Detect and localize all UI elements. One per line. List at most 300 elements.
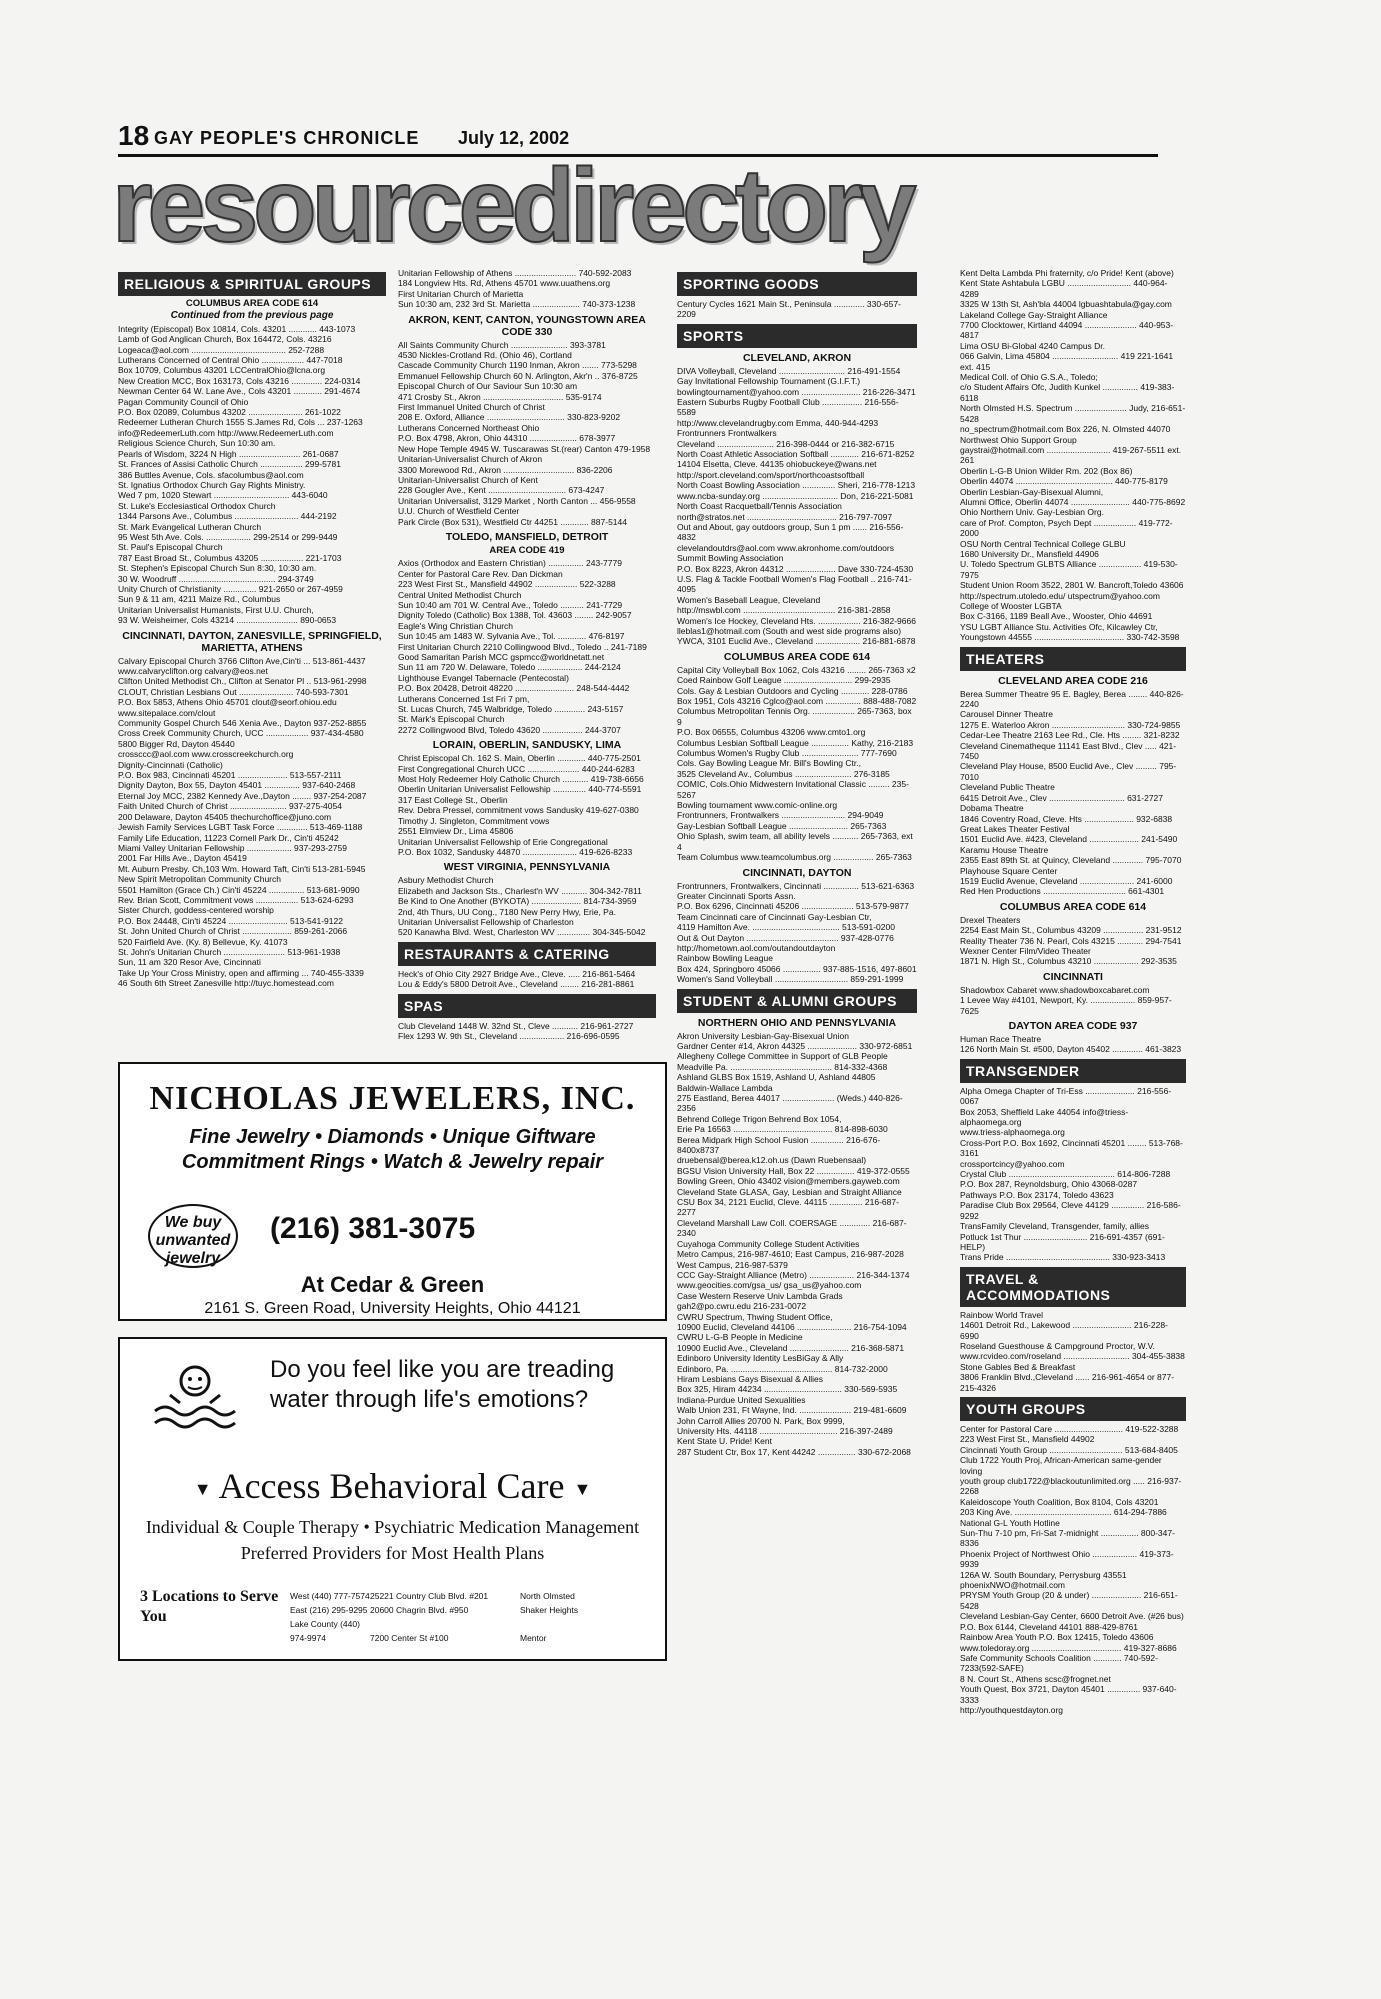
directory-entry: St. John's Unitarian Church .......................... 513-961-1938 bbox=[118, 946, 341, 957]
directory-entry: St. Paul's Episcopal Church bbox=[118, 542, 223, 553]
directory-entry: Elizabeth and Jackson Sts., Charlest'n WV ........... 304-342-7811 bbox=[398, 885, 642, 896]
directory-entry: BGSU Vision University Hall, Box 22 ................ 419-372-0555 bbox=[677, 1165, 910, 1176]
directory-entry: College of Wooster LGBTA bbox=[960, 601, 1062, 611]
directory-entry: 386 Buttles Avenue, Cols. sfacolumbus@aol.com bbox=[118, 469, 304, 480]
page-number: 18 bbox=[118, 120, 150, 151]
directory-entry: First Congregational Church UCC ...................... 440-244-6283 bbox=[398, 763, 635, 774]
directory-entry: First Immanuel United Church of Christ bbox=[398, 402, 545, 413]
directory-entry: P.O. Box 287, Reynoldsburg, Ohio 43068-0287 bbox=[960, 1179, 1138, 1190]
continued-note: Continued from the previous page bbox=[170, 310, 334, 322]
directory-entry: 46 South 6th Street Zanesville http://tuyc.homestead.com bbox=[118, 978, 334, 989]
entry-list bbox=[398, 875, 656, 937]
directory-entry: Drexel Theaters bbox=[960, 914, 1021, 925]
directory-entry: Unitarian Fellowship of Athens .......................... 740-592-2083 bbox=[398, 268, 632, 278]
directory-entry: YWCA, 3101 Euclid Ave., Cleveland ................... 216-881-6878 bbox=[677, 636, 916, 647]
location-addr: 20600 Chagrin Blvd. #950 bbox=[370, 1605, 469, 1615]
directory-entry: John Carroll Allies 20700 N. Park, Box 9999, bbox=[677, 1415, 845, 1426]
city-heading: CLEVELAND AREA CODE 216 bbox=[998, 674, 1148, 687]
column-3 bbox=[677, 268, 917, 1968]
directory-entry: www.toledoray.org ...................................... 419-327-8686 bbox=[960, 1642, 1177, 1653]
directory-entry: Logeaca@aol.com ........................................ 252-7288 bbox=[118, 344, 325, 355]
directory-entry: Carousel Dinner Theatre bbox=[960, 709, 1053, 720]
directory-entry: 2551 Elmview Dr., Lima 45806 bbox=[398, 826, 514, 837]
directory-entry: 14601 Detroit Rd., Lakewood ......................... 216-228-6990 bbox=[960, 1320, 1168, 1341]
directory-entry: St. Ignatius Orthodox Church Gay Rights Ministry. bbox=[118, 479, 306, 490]
directory-entry: Box 2053, Sheffield Lake 44054 info@triess-alphaomega.org bbox=[960, 1106, 1129, 1128]
directory-entry: Cascade Community Church 1190 Inman, Akron ....... 773-5298 bbox=[398, 360, 637, 371]
ad-tagline-1: Fine Jewelry • Diamonds • Unique Giftware bbox=[189, 1126, 596, 1148]
location-area: West (440) 777-7574 bbox=[290, 1591, 370, 1601]
directory-entry: Cleveland Public Theatre bbox=[960, 782, 1055, 793]
directory-entry: Cross-Port P.O. Box 1692, Cincinnati 45201 ........ 513-768-3161 bbox=[960, 1137, 1183, 1159]
location-row bbox=[290, 1589, 620, 1603]
directory-entry: CCC Gay-Straight Alliance (Metro) ................... 216-344-1374 bbox=[677, 1269, 910, 1280]
directory-entry: Sun 10:40 am 701 W. Central Ave., Toledo .......... 241-7729 bbox=[398, 599, 623, 610]
directory-entry: Great Lakes Theater Festival bbox=[960, 823, 1070, 834]
directory-entry: 5501 Hamilton (Grace Ch.) Cin'ti 45224 ............... 513-681-9090 bbox=[118, 884, 360, 895]
city-heading: DAYTON AREA CODE 937 bbox=[1008, 1020, 1138, 1032]
directory-entry: 200 Delaware, Dayton 45405 thechurchoffice@juno.com bbox=[118, 811, 332, 822]
directory-entry: St. Mark Evangelical Lutheran Church bbox=[118, 521, 262, 532]
directory-entry: 1846 Coventry Road, Cleve. Hts ..................... 932-6838 bbox=[960, 813, 1173, 824]
directory-entry: 6415 Detroit Ave., Clev ................................ 631-2727 bbox=[960, 792, 1163, 803]
directory-entry: Out & Out Dayton ....................................... 937-428-0776 bbox=[677, 932, 894, 943]
directory-entry: Roseland Guesthouse & Campground Proctor, W.V. bbox=[960, 1340, 1155, 1351]
directory-entry: 471 Crosby St., Akron .................................. 535-9174 bbox=[398, 391, 602, 402]
directory-entry: Unitarian Universalist, 3129 Market , North Canton ... 456-9558 bbox=[398, 495, 636, 506]
directory-entry: www.sitepalace.com/clout bbox=[118, 707, 216, 718]
directory-entry: Timothy J. Singleton, Commitment vows bbox=[398, 815, 550, 826]
directory-entry: Unitarian-Universalist Church of Kent bbox=[398, 474, 538, 485]
directory-entry: P.O. Box 983, Cincinnati 45201 ..................... 513-557-2111 bbox=[118, 770, 342, 781]
directory-entry: P.O. Box 8223, Akron 44312 ..................... Dave 330-724-4530 bbox=[677, 563, 914, 574]
directory-entry: New Spirit Metropolitan Community Church bbox=[118, 874, 281, 885]
location-area: Lake County (440) 974-9974 bbox=[290, 1619, 360, 1643]
directory-entry: Cleveland ........................ 216-398-0444 or 216-382-6715 bbox=[677, 438, 895, 449]
entry-list bbox=[398, 558, 656, 735]
directory-entry: OSU North Central Technical College GLBU bbox=[960, 538, 1126, 549]
directory-entry: Lima OSU Bi-Global 4240 Campus Dr. bbox=[960, 340, 1106, 351]
directory-entry: Karamu House Theatre bbox=[960, 844, 1049, 855]
directory-entry: St. Stephen's Episcopal Church Sun 8:30, 10:30 am. bbox=[118, 563, 317, 574]
directory-entry: Playhouse Square Center bbox=[960, 865, 1058, 876]
directory-entry: Columbus Women's Rugby Club ........................ 777-7690 bbox=[677, 748, 897, 759]
directory-entry: Box 1951, Cols 43216 Cglco@aol.com ............... 888-488-7082 bbox=[677, 696, 917, 706]
directory-entry: Capital City Volleyball Box 1062, Cols 43216 ........ 265-7363 x2 bbox=[677, 664, 916, 675]
directory-entry: P.O. Box 5853, Athens Ohio 45701 clout@seorf.ohiou.edu bbox=[118, 697, 337, 708]
directory-entry: North Olmsted H.S. Spectrum ...................... Judy, 216-651-5428 bbox=[960, 403, 1186, 424]
directory-entry: Family Life Education, 11223 Cornell Park Dr., Cin'ti 45242 bbox=[118, 832, 339, 843]
ad-brand bbox=[120, 1465, 665, 1507]
directory-entry: COMIC, Cols.Ohio Midwestern Invitational Classic ......... 235-5267 bbox=[677, 779, 909, 800]
directory-entry: Rainbow World Travel bbox=[960, 1309, 1043, 1320]
directory-entry: Club 1722 Youth Proj, African-American same-gender loving bbox=[960, 1455, 1162, 1476]
directory-entry: Calvary Episcopal Church 3766 Clifton Ave,Cin'ti ... 513-861-4437 bbox=[118, 655, 366, 666]
directory-entry: Religious Science Church, Sun 10:30 am. bbox=[118, 438, 276, 449]
entry-list bbox=[960, 689, 1186, 897]
directory-entry: 4119 Hamilton Ave. ..................................... 513-591-0200 bbox=[677, 922, 895, 933]
directory-entry: 2272 Collingwood Blvd, Toledo 43620 ................. 244-3707 bbox=[398, 724, 621, 735]
nicholas-jewelers-ad bbox=[118, 1062, 667, 1321]
directory-entry: 3806 Franklin Blvd.,Cleveland ...... 216-961-4654 or 877-215-4326 bbox=[960, 1372, 1175, 1393]
directory-entry: 228 Gougler Ave., Kent ................................. 673-4247 bbox=[398, 485, 605, 496]
ad-services: Individual & Couple Therapy • Psychiatric Medication Management bbox=[145, 1517, 640, 1537]
directory-entry: gah2@po.cwru.edu 216-231-0072 bbox=[677, 1301, 807, 1312]
directory-entry: Pathways P.O. Box 23174, Toledo 43623 bbox=[960, 1189, 1114, 1200]
directory-entry: Youth Quest, Box 3721, Dayton 45401 .............. 937-640-3333 bbox=[960, 1684, 1177, 1705]
directory-entry: Gardner Center #14, Akron 44325 ..................... 330-972-6851 bbox=[677, 1040, 913, 1051]
directory-entry: www.triess-alphaomega.org bbox=[960, 1127, 1065, 1138]
directory-entry: Lutherans Concerned Northeast Ohio bbox=[398, 422, 540, 433]
directory-entry: Erie Pa 16563 .......................................... 814-898-6030 bbox=[677, 1124, 888, 1135]
directory-entry: Walb Union 231, Ft Wayne, Ind. ...................... 219-481-6609 bbox=[677, 1405, 907, 1416]
directory-entry: http://www.clevelandrugby.com Emma, 440-944-4293 bbox=[677, 417, 879, 428]
entry-list bbox=[677, 299, 917, 320]
directory-entry: Mt. Auburn Presby. Ch,103 Wm. Howard Taft, Cin'ti 513-281-5945 bbox=[118, 863, 366, 874]
directory-entry: Axios (Orthodox and Eastern Christian) ............... 243-7779 bbox=[398, 558, 622, 569]
directory-entry: Eastern Suburbs Rugby Football Club ................. 216-556-5589 bbox=[677, 397, 899, 418]
directory-entry: Jewish Family Services LGBT Task Force ............. 513-469-1188 bbox=[118, 822, 363, 833]
directory-entry: CLOUT, Christian Lesbians Out ....................... 740-593-7301 bbox=[118, 686, 349, 697]
entry-list bbox=[398, 268, 656, 310]
directory-entry: St. Frances of Assisi Catholic Church .................. 299-5781 bbox=[118, 459, 341, 470]
directory-entry: 223 West First St., Mansfield 44902 .................. 522-3288 bbox=[398, 579, 616, 590]
city-heading: WEST VIRGINIA, PENNSYLVANIA bbox=[443, 861, 611, 874]
directory-entry: Most Holy Redeemer Holy Catholic Church ........... 419-738-6656 bbox=[398, 774, 644, 785]
directory-entry: P.O. Box 02089, Columbus 43202 ....................... 261-1022 bbox=[118, 407, 341, 418]
directory-entry: Heck's of Ohio City 2927 Bridge Ave., Cleve. ..... 216-861-5464 bbox=[398, 968, 636, 979]
city-heading: CINCINNATI bbox=[1043, 970, 1103, 983]
directory-entry: Dignity Toledo (Catholic) Box 1388, Tol. 43603 ........ 242-9057 bbox=[398, 610, 632, 621]
directory-entry: Sister Church, goddess-centered worship bbox=[118, 905, 274, 916]
directory-entry: Oberlin Lesbian-Gay-Bisexual Alumni, bbox=[960, 486, 1104, 497]
directory-entry: Good Samaritan Parish MCC gspmcc@worldnetatt.net bbox=[398, 652, 605, 662]
city-heading: COLUMBUS AREA CODE 614 bbox=[723, 650, 871, 663]
directory-entry: Community Gospel Church 546 Xenia Ave., Dayton 937-252-8855 bbox=[118, 718, 367, 729]
directory-entry: Center for Pastoral Care Rev. Dan Dickman bbox=[398, 568, 563, 579]
directory-entry: Alumni Office, Oberlin 44074 ......................... 440-775-8692 bbox=[960, 496, 1186, 507]
directory-entry: c/o Student Affairs Ofc, Judith Kunkel ............... 419-383-6118 bbox=[960, 382, 1175, 403]
directory-entry: Rev. Brian Scott, Commitment vows .................. 513-624-6293 bbox=[118, 894, 354, 905]
directory-entry: St. John United Church of Christ ..................... 859-261-2066 bbox=[118, 926, 348, 937]
directory-entry: Newman Center 64 W. Lane Ave., Cols 43201 ............ 291-4674 bbox=[118, 386, 361, 397]
directory-entry: Central United Methodist Church bbox=[398, 589, 522, 600]
directory-entry: 4530 Nickles-Crotland Rd. (Ohio 46), Cortland bbox=[398, 350, 572, 361]
directory-entry: Hiram Lesbians Gays Bisexual & Allies bbox=[677, 1373, 823, 1384]
directory-entry: 2355 East 89th St. at Quincy, Cleveland ............. 795-7070 bbox=[960, 855, 1182, 866]
ad-phone: (216) 381-3075 bbox=[270, 1212, 476, 1245]
directory-entry: Student Union Room 3522, 2801 W. Bancroft,Toledo 43606 bbox=[960, 580, 1184, 591]
directory-entry: Meadville Pa. ........................................... 814-332-4368 bbox=[677, 1061, 888, 1072]
column-4 bbox=[960, 268, 1186, 1968]
directory-entry: Cleveland State GLASA, Gay, Lesbian and Straight Alliance bbox=[677, 1186, 902, 1197]
directory-entry: Northwest Ohio Support Group bbox=[960, 434, 1077, 445]
directory-entry: Columbus Metropolitan Tennis Org. .................. 265-7363, box 9 bbox=[677, 706, 912, 727]
directory-entry: Paradise Club Box 29564, Cleve 44129 .............. 216-586-9292 bbox=[960, 1200, 1181, 1221]
directory-entry: Sun-Thu 7-10 pm, Fri-Sat 7-midnight ................ 800-347-8336 bbox=[960, 1528, 1175, 1549]
city-heading: CINCINNATI, DAYTON bbox=[742, 866, 852, 879]
directory-entry: druebensal@berea.k12.oh.us (Dawn Ruebensaal) bbox=[677, 1155, 867, 1166]
directory-entry: 126 North Main St. #500, Dayton 45402 ............. 461-3823 bbox=[960, 1044, 1182, 1055]
directory-entry: Center for Pastoral Care ............................. 419-522-3288 bbox=[960, 1423, 1179, 1434]
directory-entry: Sun, 11 am 320 Resor Ave, Cincinnati bbox=[118, 957, 261, 968]
directory-entry: Coed Rainbow Golf League ............................. 299-2935 bbox=[677, 675, 891, 686]
directory-entry: Clifton United Methodist Ch., Clifton at Senator Pl .. 513-961-2998 bbox=[118, 676, 367, 687]
directory-entry: Berea Summer Theatre 95 E. Bagley, Berea ........ 440-826-2240 bbox=[960, 688, 1184, 710]
directory-entry: CWRU Spectrum, Thwing Student Office, bbox=[677, 1311, 833, 1322]
directory-entry: 14104 Elsetta, Cleve. 44135 ohiobuckeye@wans.net bbox=[677, 459, 877, 470]
directory-entry: 95 West 5th Ave. Cols. ................... 299-2514 or 299-9449 bbox=[118, 531, 338, 542]
entry-list bbox=[677, 881, 917, 985]
directory-entry: Faith United Church of Christ ........................ 937-275-4054 bbox=[118, 801, 342, 812]
directory-entry: lleblas1@hotmail.com (South and west side programs also) bbox=[677, 625, 902, 636]
directory-entry: Lutherans Concerned 1st Fri 7 pm, bbox=[398, 693, 530, 704]
section-header: SPORTING GOODS bbox=[677, 272, 917, 296]
directory-entry: Edinboro University Identity LesBiGay & Ally bbox=[677, 1353, 844, 1364]
directory-entry: Eternal Joy MCC, 2382 Kennedy Ave.,Dayton ........ 937-254-2087 bbox=[118, 790, 367, 801]
directory-entry: P.O. Box 24448, Cin'ti 45224 ......................... 513-541-9122 bbox=[118, 915, 343, 926]
directory-entry: Cross Creek Community Church, UCC .................. 937-434-4580 bbox=[118, 728, 364, 739]
location-rows bbox=[290, 1589, 620, 1645]
directory-entry: Team Cincinnati care of Cincinnati Gay-Lesbian Ctr, bbox=[677, 911, 872, 922]
directory-entry: 1871 N. High St., Columbus 43210 ................... 292-3535 bbox=[960, 956, 1177, 967]
directory-entry: Dobama Theatre bbox=[960, 803, 1024, 814]
directory-entry: 223 West First St., Mansfield 44902 bbox=[960, 1434, 1095, 1445]
directory-entry: Team Columbus www.teamcolumbus.org ................. 265-7363 bbox=[677, 852, 912, 863]
directory-entry: Box 10709, Columbus 43201 LCCentralOhio@lcna.org bbox=[118, 365, 326, 376]
directory-entry: 287 Student Ctr, Box 17, Kent 44242 ................ 330-672-2068 bbox=[677, 1446, 911, 1457]
directory-entry: 2001 Far Hills Ave., Dayton 45419 bbox=[118, 853, 247, 864]
directory-entry: Women's Baseball League, Cleveland bbox=[677, 594, 821, 605]
directory-entry: Sun 10:30 am, 232 3rd St. Marietta .................... 740-373-1238 bbox=[398, 299, 636, 310]
directory-entry: U.S. Flag & Tackle Football Women's Flag Football .. 216-741-4095 bbox=[677, 573, 912, 595]
directory-entry: Dignity-Cincinnati (Catholic) bbox=[118, 759, 223, 770]
directory-entry: New Hope Temple 4945 W. Tuscarawas St.(rear) Canton 479-1958 bbox=[398, 443, 651, 454]
directory-entry: Cols. Gay & Lesbian Outdoors and Cycling ............ 228-0786 bbox=[677, 685, 908, 696]
city-heading: NORTHERN OHIO AND PENNSYLVANIA bbox=[697, 1016, 897, 1029]
directory-entry: Kent Delta Lambda Phi fraternity, c/o Pride! Kent (above) bbox=[960, 268, 1174, 278]
directory-entry: Shadowbox Cabaret www.shadowboxcabaret.com bbox=[960, 984, 1150, 995]
directory-entry: north@stratos.net ...................................... 216-797-7097 bbox=[677, 511, 893, 522]
directory-entry: Pagan Community Council of Ohio bbox=[118, 396, 249, 407]
directory-entry: Akron University Lesbian-Gay-Bisexual Union bbox=[677, 1030, 849, 1041]
directory-entry: Crystal Club ............................................. 614-806-7288 bbox=[960, 1169, 1171, 1180]
directory-entry: Century Cycles 1621 Main St., Peninsula ............. 330-657-2209 bbox=[677, 299, 901, 320]
directory-entry: Alpha Omega Chapter of Tri-Ess ..................... 216-556-0067 bbox=[960, 1085, 1172, 1107]
directory-entry: Be Kind to One Another (BYKOTA) ..................... 814-734-3959 bbox=[398, 896, 637, 907]
directory-entry: bowlingtournament@yahoo.com ......................... 216-226-3471 bbox=[677, 386, 916, 397]
directory-entry: Lakeland College Gay-Straight Alliance bbox=[960, 309, 1108, 320]
directory-entry: 126A W. South Boundary, Perrysburg 43551 bbox=[960, 1569, 1127, 1580]
directory-entry: Women's Sand Volleyball ............................... 859-291-1999 bbox=[677, 974, 904, 985]
directory-entry: 317 East College St., Oberlin bbox=[398, 794, 508, 805]
section-header: STUDENT & ALUMNI GROUPS bbox=[677, 989, 917, 1013]
ad-preferred: Preferred Providers for Most Health Plans bbox=[240, 1543, 545, 1563]
section-header: SPAS bbox=[398, 994, 656, 1018]
directory-entry: 520 Kanawha Blvd. West, Charleston WV .............. 304-345-5042 bbox=[398, 927, 646, 938]
directory-entry: Case Western Reserve Univ Lambda Grads bbox=[677, 1290, 843, 1301]
directory-entry: TransFamily Cleveland, Transgender, family, allies bbox=[960, 1221, 1149, 1232]
directory-entry: Dignity Dayton, Box 55, Dayton 45401 ............... 937-640-2468 bbox=[118, 780, 356, 791]
directory-entry: youth group club1722@blackoutunlimited.org ..... 216-937-2268 bbox=[960, 1476, 1182, 1497]
directory-entry: Rainbow Bowling League bbox=[677, 953, 773, 964]
directory-entry: 066 Galvin, Lima 45804 ............................ 419 221-1641 ext. 415 bbox=[960, 351, 1174, 372]
location-addr: 25221 Country Club Blvd. #201 bbox=[370, 1591, 489, 1601]
directory-entry: Edinboro, Pa. ........................................... 814-732-2000 bbox=[677, 1363, 888, 1374]
directory-entry: 8 N. Court St., Athens scsc@frognet.net bbox=[960, 1673, 1111, 1684]
directory-entry: Oberlin 44074 ......................................... 440-775-8179 bbox=[960, 476, 1168, 487]
directory-entry: West Campus, 216-987-5379 bbox=[677, 1259, 788, 1270]
directory-entry: Unity Church of Christianity .............. 921-2650 or 267-4959 bbox=[118, 583, 343, 594]
directory-entry: www.ncba-sunday.org ................................ Don, 216-221-5081 bbox=[677, 490, 914, 501]
directory-entry: Frontrunners, Frontwalkers, Cincinnati ............... 513-621-6363 bbox=[677, 880, 915, 891]
directory-entry: U. Toledo Spectrum GLBTS Alliance .................. 419-530-7975 bbox=[960, 559, 1178, 580]
entry-list bbox=[118, 324, 386, 626]
entry-list bbox=[960, 1424, 1186, 1715]
directory-entry: First Unitarian Church of Marietta bbox=[398, 288, 524, 299]
directory-entry: 1501 Euclid Ave. #423, Cleveland ..................... 241-5490 bbox=[960, 834, 1178, 845]
directory-entry: phoenixNWO@hotmail.com bbox=[960, 1580, 1065, 1591]
directory-entry: Sun 9 & 11 am, 4211 Maize Rd., Columbus bbox=[118, 594, 281, 605]
directory-entry: Bowling Green, Ohio 43402 vision@members.gayweb.com bbox=[677, 1176, 900, 1187]
directory-entry: Reality Theater 736 N. Pearl, Cols 43215 ........... 294-7541 bbox=[960, 935, 1182, 946]
directory-entry: http://hometown.aol.com/outandoutdayton bbox=[677, 942, 836, 953]
directory-entry: P.O. Box 6144, Cleveland 44101 888-429-8761 bbox=[960, 1621, 1139, 1632]
directory-entry: http://mswbl.com ....................................... 216-381-2858 bbox=[677, 605, 891, 616]
directory-entry: Oberlin Unitarian Universalist Fellowship .............. 440-774-5591 bbox=[398, 784, 642, 795]
directory-entry: Human Race Theatre bbox=[960, 1034, 1042, 1044]
directory-entry: Metro Campus, 216-987-4610; East Campus, 216-987-2028 bbox=[677, 1249, 904, 1260]
directory-entry: Kent State Ashtabula LGBU ........................... 440-964-4289 bbox=[960, 278, 1168, 299]
directory-entry: P.O. Box 6296, Cincinnati 45206 ...................... 513-579-9877 bbox=[677, 901, 909, 912]
directory-entry: Gay Invitational Fellowship Tournament (G.I.F.T.) bbox=[677, 376, 861, 387]
directory-entry: Bowling tournament www.comic-online.org bbox=[677, 800, 838, 811]
directory-entry: U.U. Church of Westfield Center bbox=[398, 506, 520, 517]
ad-address: 2161 S. Green Road, University Heights, Ohio 44121 bbox=[204, 1300, 581, 1317]
directory-entry: Summit Bowling Association bbox=[677, 553, 784, 564]
directory-entry: North Coast Bowling Association .............. Sheri, 216-778-1213 bbox=[677, 480, 916, 491]
directory-entry: Greater Cincinnati Sports Assn. bbox=[677, 890, 796, 901]
directory-entry: info@RedeemerLuth.com http://www.RedeemerLuth.com bbox=[118, 427, 334, 438]
directory-entry: CSU Box 34, 2121 Euclid, Cleve. 44115 .............. 216-687-2277 bbox=[677, 1197, 899, 1218]
directory-entry: crossportcincy@yahoo.com bbox=[960, 1158, 1065, 1169]
we-buy-badge: We buy unwanted jewelry bbox=[148, 1204, 238, 1268]
directory-entry: Ohio Splash, swim team, all ability levels ........... 265-7363, ext 4 bbox=[677, 831, 913, 852]
directory-entry: 1275 E. Waterloo Akron ............................... 330-724-9855 bbox=[960, 719, 1181, 730]
ad-business-name: NICHOLAS JEWELERS, INC. bbox=[149, 1080, 636, 1117]
city-heading: CINCINNATI, DAYTON, ZANESVILLE, SPRINGFIELD, MARIETTA, ATHENS bbox=[122, 629, 382, 654]
directory-entry: Columbus Lesbian Softball League ................ Kathy, 216-2183 bbox=[677, 737, 914, 748]
directory-entry: Miami Valley Unitarian Fellowship ................... 937-293-2759 bbox=[118, 842, 347, 853]
directory-entry: Integrity (Episcopal) Box 10814, Cols. 43201 ............ 443-1073 bbox=[118, 323, 356, 334]
directory-entry: St. Lucas Church, 745 Walbridge, Toledo ............. 243-5157 bbox=[398, 704, 624, 715]
directory-entry: 1519 Euclid Avenue, Cleveland ....................... 241-6000 bbox=[960, 875, 1173, 886]
city-heading: LORAIN, OBERLIN, SANDUSKY, LIMA bbox=[432, 739, 622, 752]
city-heading: AKRON, KENT, CANTON, YOUNGSTOWN AREA CODE 330 bbox=[408, 313, 646, 338]
directory-entry: Box C-3166, 1189 Beall Ave., Wooster, Ohio 44691 bbox=[960, 611, 1153, 622]
entry-list bbox=[118, 656, 386, 989]
directory-entry: Red Hen Productions ................................... 661-4301 bbox=[960, 886, 1165, 897]
directory-entry: Ohio Northern Univ. Gay-Lesbian Org. bbox=[960, 507, 1104, 518]
location-city: North Olmsted bbox=[520, 1591, 575, 1601]
triangle-down-icon: ▼ bbox=[573, 1479, 592, 1500]
directory-entry: New Creation MCC, Box 163173, Cols 43216 ............. 224-0314 bbox=[118, 375, 361, 386]
section-header: YOUTH GROUPS bbox=[960, 1397, 1186, 1421]
entry-list bbox=[677, 366, 917, 647]
directory-entry: Box 424, Springboro 45066 ................ 937-885-1516, 497-8601 bbox=[677, 963, 917, 974]
column-2 bbox=[398, 268, 656, 1168]
directory-entry: www.calvaryclifton.org calvary@eos.net bbox=[118, 666, 268, 676]
directory-entry: Youngstown 44555 ...................................... 330-742-3598 bbox=[960, 632, 1180, 643]
directory-entry: 203 King Ave. ......................................... 614-294-7886 bbox=[960, 1507, 1167, 1518]
directory-entry: St. Luke's Ecclesiastical Orthodox Church bbox=[118, 500, 276, 511]
location-city: Mentor bbox=[520, 1633, 547, 1643]
directory-entry: National G-L Youth Hotline bbox=[960, 1517, 1060, 1528]
directory-entry: Allegheny College Committee in Support of GLB People bbox=[677, 1051, 888, 1062]
directory-entry: 208 E. Oxford, Alliance ................................. 330-823-9202 bbox=[398, 412, 621, 423]
directory-entry: Cols. Gay Bowling League Mr. Bill's Bowling Ctr., bbox=[677, 758, 861, 769]
directory-entry: 3325 W 13th St, Ash'bla 44004 lgbuashtabula@gay.com bbox=[960, 299, 1172, 310]
directory-entry: clevelandoutdrs@aol.com www.akronhome.com/outdoors bbox=[677, 542, 894, 553]
directory-entry: 2nd, 4th Thurs, UU Cong., 7180 New Perry Hwy, Erie, Pa. bbox=[398, 906, 616, 917]
triangle-down-icon: ▼ bbox=[193, 1479, 212, 1500]
directory-entry: Baldwin-Wallace Lambda bbox=[677, 1082, 773, 1093]
directory-entry: Unitarian Universalist Humanists, First U.U. Church, bbox=[118, 604, 314, 615]
directory-entry: Unitarian Universalist Fellowship of Erie Congregational bbox=[398, 836, 608, 847]
resource-directory-banner: resourcedirectory bbox=[112, 148, 912, 264]
directory-entry: http://sport.cleveland.com/sport/northcoastsoftball bbox=[677, 469, 865, 480]
directory-entry: http://spectrum.utoledo.edu/ utspectrum@yahoo.com bbox=[960, 590, 1160, 601]
directory-entry: Trans Pride ............................................ 330-923-3413 bbox=[960, 1252, 1166, 1263]
directory-entry: Oberlin L-G-B Union Wilder Rm. 202 (Box 86) bbox=[960, 465, 1133, 476]
ad-tagline-2: Commitment Rings • Watch & Jewelry repair bbox=[181, 1151, 604, 1173]
directory-entry: Gay-Lesbian Softball League ......................... 265-7363 bbox=[677, 820, 887, 831]
directory-entry: crossccc@aol.com www.crosscreekchurch.org bbox=[118, 749, 294, 760]
directory-entry: Behrend College Trigon Behrend Box 1054, bbox=[677, 1113, 842, 1124]
directory-entry: Take Up Your Cross Ministry, open and affirming ... 740-455-3339 bbox=[118, 967, 364, 978]
directory-entry: Flex 1293 W. 9th St., Cleveland ................... 216-696-0595 bbox=[398, 1030, 620, 1041]
directory-entry: Ashland GLBS Box 1519, Ashland U, Ashland 44805 bbox=[677, 1072, 876, 1083]
directory-entry: gaystrai@hotmail.com ........................... 419-267-5511 ext. 261 bbox=[960, 444, 1182, 466]
directory-entry: 275 Eastland, Berea 44017 ...................... (Weds.) 440-826-2356 bbox=[677, 1093, 903, 1114]
directory-entry: Frontrunners, Frontwalkers ........................... 294-9049 bbox=[677, 810, 884, 821]
directory-entry: 93 W. Weisheimer, Cols 43214 .......................... 890-0653 bbox=[118, 615, 337, 626]
directory-entry: Cleveland Marshall Law Coll. COERSAGE ............. 216-687-2340 bbox=[677, 1217, 907, 1239]
directory-entry: Eagle's Wing Christian Church bbox=[398, 620, 514, 631]
directory-entry: 184 Longview Hts. Rd, Athens 45701 www.uuathens.org bbox=[398, 278, 611, 289]
directory-entry: 1680 University Dr., Mansfield 44906 bbox=[960, 548, 1099, 559]
entry-list bbox=[960, 268, 1186, 643]
directory-entry: 30 W. Woodruff ......................................... 294-3749 bbox=[118, 573, 314, 584]
directory-entry: Park Circle (Box 531), Westfield Ctr 44251 ............ 887-5144 bbox=[398, 516, 627, 527]
city-heading: TOLEDO, MANSFIELD, DETROIT bbox=[445, 530, 609, 543]
directory-entry: Kent State U. Pride! Kent bbox=[677, 1436, 772, 1447]
directory-entry: 3525 Cleveland Av., Columbus ........................ 276-3185 bbox=[677, 768, 890, 779]
directory-entry: P.O. Box 20428, Detroit 48220 ......................... 248-544-4442 bbox=[398, 683, 630, 694]
directory-entry: P.O. Box 06555, Columbus 43206 www.cmto1.org bbox=[677, 727, 866, 738]
issue-date: July 12, 2002 bbox=[458, 128, 570, 148]
directory-entry: www.geocities.com/gsa_us/ gsa_us@yahoo.com bbox=[677, 1280, 862, 1291]
directory-entry: 7700 Clocktower, Kirtland 44094 ...................... 440-953-4817 bbox=[960, 320, 1174, 341]
directory-entry: Safe Community Schools Coalition ............ 740-592-7233(592-SAFE) bbox=[960, 1652, 1158, 1674]
section-header: RELIGIOUS & SPIRITUAL GROUPS bbox=[118, 272, 386, 296]
directory-entry: 3300 Morewood Rd., Akron .............................. 836-2206 bbox=[398, 464, 613, 475]
directory-entry: www.rcvideo.com/roseland ............................ 304-455-3838 bbox=[960, 1351, 1185, 1362]
directory-entry: 1 Levee Way #4101, Newport, Ky. ................... 859-957-7625 bbox=[960, 995, 1172, 1016]
section-header: SPORTS bbox=[677, 324, 917, 348]
directory-entry: Redeemer Lutheran Church 1555 S.James Rd, Cols ... 237-1263 bbox=[118, 417, 363, 428]
directory-entry: 520 Fairfield Ave. (Ky. 8) Bellevue, Ky. 41073 bbox=[118, 936, 288, 947]
